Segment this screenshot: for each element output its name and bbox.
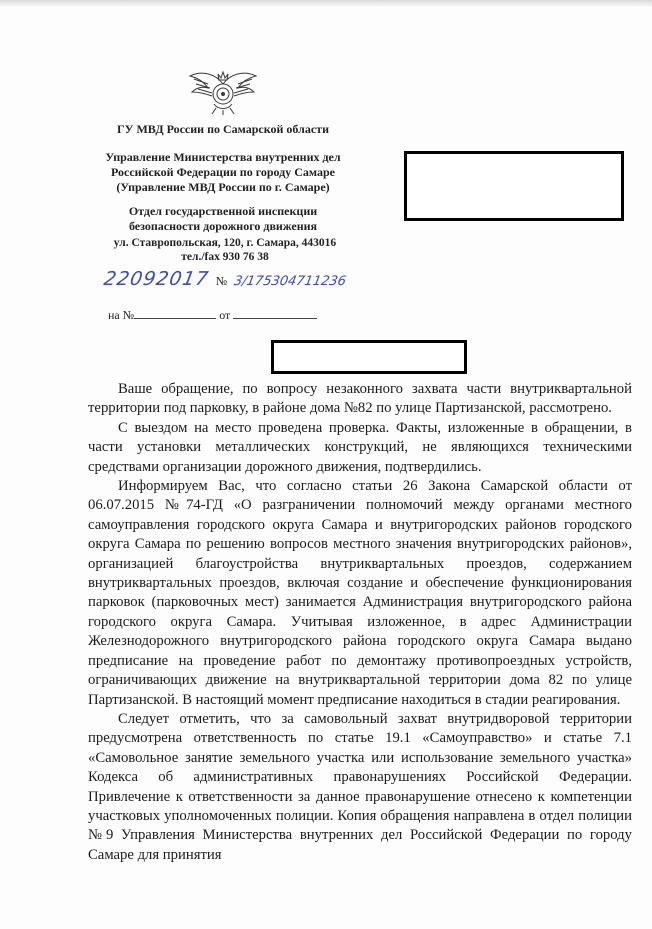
department-line-1: Управление Министерства внутренних дел [105, 150, 341, 164]
postal-address: ул. Ставропольская, 120, г. Самара, 443016 [113, 237, 337, 249]
phone-fax: тел./fax 930 76 38 [181, 251, 269, 263]
mvd-emblem-icon [188, 66, 258, 116]
division-line-2: безопасности дорожного движения [128, 219, 318, 233]
redacted-salutation-box [271, 340, 467, 374]
department-block [88, 150, 358, 195]
handwritten-date: 22092017 [102, 268, 211, 290]
reference-line [108, 306, 318, 324]
handwritten-number: 3/175304711236 [232, 274, 348, 289]
reference-from-label: от [219, 308, 231, 322]
redacted-addressee-box [404, 151, 624, 221]
division-line-1: Отдел государственной инспекции [128, 204, 318, 218]
body-paragraph-3: Информируем Вас, что согласно статьи 26 Закона Самарской области от 06.07.2015 №74-ГД «О разграничении полномочий между органами местного самоуправления городского округа Самара и внутригородских районов городского округа Самара по решению вопросов местного значения внутригородских районов», организацией благоустройства внутриквартальных проездов, содержанием внутриквартальных проездов, включая создание и обеспечение функционирования парковок (парковочных мест) занимается Администрация внутригородского района городского округа Самара. Учитывая изложенное, в адрес Администрации Железнодорожного внутригородского района городского округа Самара выдано предписание на проведение работ по демонтажу противопроездных устройств, ограничивающих движение на внутриквартальной территории дома 82 по улице Партизанской. В настоящий момент предписание находиться в стадии реагирования. [88, 478, 632, 708]
reference-prefix: на № [108, 308, 135, 322]
scan-top-edge [0, 0, 652, 8]
reference-number-blank [134, 306, 216, 319]
organization-name-text: ГУ МВД России по Самарской области [117, 122, 329, 136]
body-paragraph-2: С выездом на место проведена проверка. Факты, изложенные в обращении, в части установки металлических конструкций, не являющихся техническими средствами организации дорожного движения, подтвердились. [88, 419, 632, 475]
registration-line [104, 268, 404, 294]
department-line-2: Российской Федерации по городу Самаре [110, 165, 335, 179]
letter-body [88, 380, 632, 865]
department-line-3: (Управление МВД России по г. Самаре) [116, 180, 330, 194]
division-block [88, 204, 358, 234]
body-paragraph-4: Следует отметить, что за самовольный захват внутридворовой территории предусмотрена ответственность по статье 19.1 «Самоуправство» и статье 7.1 «Самовольное занятие земельного участка или использование земельного участка» Кодекса об административных правонарушениях Российской Федерации. Привлечение к ответственности за данное правонарушение отнесено к компетенции участковых уполномоченных полиции. Копия обращения направлена в отдел полиции №9 Управления Министерства внутренних дел Российской Федерации по городу Самаре для принятия [88, 710, 632, 863]
body-paragraph-1: Ваше обращение, по вопросу незаконного захвата части внутриквартальной территории под парковку, в районе дома №82 по улице Партизанской, рассмотрено. [88, 381, 632, 417]
reference-date-blank [233, 306, 317, 319]
organization-name [88, 122, 358, 137]
number-sign: № [215, 274, 228, 288]
